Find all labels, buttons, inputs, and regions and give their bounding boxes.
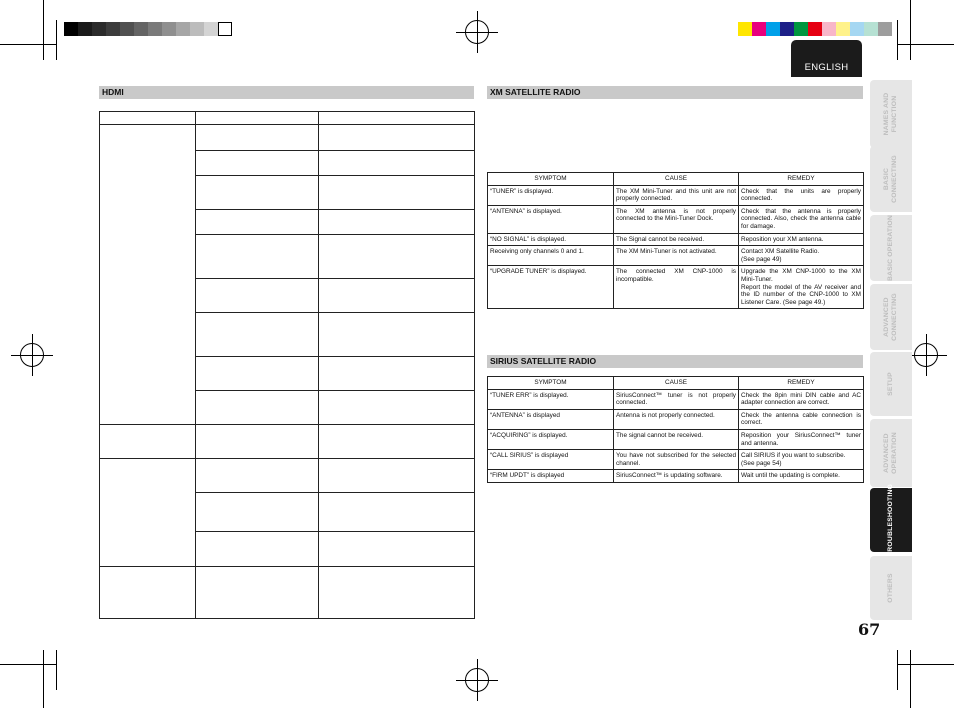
section-tab[interactable] <box>870 483 912 557</box>
section-tab[interactable] <box>870 556 912 620</box>
calibration-swatch <box>780 22 794 36</box>
remedy-cell: Contact XM Satellite Radio. (See page 49) <box>739 246 864 266</box>
section-tab-label: SETUP <box>887 372 894 396</box>
table-cell <box>319 391 475 425</box>
section-tab-label: BASIC CONNECTING <box>883 155 898 203</box>
remedy-cell: Reposition your SiriusConnect™ tuner and antenna. <box>739 429 864 449</box>
table-cell <box>319 235 475 279</box>
cause-cell: Antenna is not properly connected. <box>614 409 739 429</box>
calibration-swatch <box>822 22 836 36</box>
table-cell <box>319 176 475 210</box>
table-row <box>488 389 864 409</box>
calibration-swatch <box>738 22 752 36</box>
grey-calibration-bar <box>64 22 232 36</box>
table-cell <box>100 567 196 619</box>
table-row <box>488 450 864 470</box>
column-header-cause: CAUSE <box>614 377 739 390</box>
table-cell <box>196 151 319 176</box>
color-calibration-bar <box>738 22 892 36</box>
cause-cell: The XM Mini-Tuner is not activated. <box>614 246 739 266</box>
sirius-troubleshooting-table <box>487 376 864 483</box>
cause-cell: The XM Mini-Tuner and this unit are not properly connected. <box>614 185 739 205</box>
table-cell <box>196 313 319 357</box>
remedy-cell: Check that the antenna is properly connected. Also, check the antenna cable for damage. <box>739 205 864 233</box>
remedy-cell: Check the 8pin mini DIN cable and AC adapter connection are correct. <box>739 389 864 409</box>
column-header-remedy: REMEDY <box>739 377 864 390</box>
table-row <box>488 205 864 233</box>
hdmi-troubleshooting-table <box>99 111 475 619</box>
cause-cell: The XM antenna is not properly connected to the Mini-Tuner Dock. <box>614 205 739 233</box>
table-row <box>488 246 864 266</box>
table-cell <box>319 125 475 151</box>
table-row <box>488 409 864 429</box>
section-tab-label: NAMES AND FUNCTION <box>883 92 898 136</box>
cause-cell: The connected XM CNP-1000 is incompatible. <box>614 266 739 309</box>
page-number: 67 <box>858 620 881 639</box>
cause-cell: You have not subscribed for the selected channel. <box>614 450 739 470</box>
calibration-swatch <box>92 22 106 36</box>
table-cell <box>196 391 319 425</box>
section-tab[interactable] <box>870 352 912 416</box>
section-tab[interactable] <box>870 215 912 281</box>
section-tab[interactable] <box>870 146 912 212</box>
table-cell <box>319 532 475 567</box>
symptom-cell: Receiving only channels 0 and 1. <box>488 246 614 266</box>
xm-troubleshooting-table <box>487 172 864 309</box>
xm-section-header: XM SATELLITE RADIO <box>487 86 863 99</box>
column-header-remedy: REMEDY <box>739 173 864 186</box>
table-cell <box>196 210 319 235</box>
symptom-cell: “ANTENNA” is displayed <box>488 409 614 429</box>
hdmi-section-header: HDMI <box>99 86 474 99</box>
table-cell <box>196 493 319 532</box>
column-header-symptom: SYMPTOM <box>488 377 614 390</box>
section-tab-label: TROUBLESHOOTING <box>887 483 894 557</box>
symptom-cell: “CALL SIRIUS” is displayed <box>488 450 614 470</box>
cause-cell: SiriusConnect™ is updating software. <box>614 470 739 483</box>
calibration-swatch <box>218 22 232 36</box>
table-cell <box>319 210 475 235</box>
section-tab-label: ADVANCED OPERATION <box>883 432 898 474</box>
section-tab-label: BASIC OPERATION <box>887 215 894 281</box>
table-cell <box>319 313 475 357</box>
table-cell <box>319 112 475 125</box>
section-tab-label: ADVANCED CONNECTING <box>883 293 898 341</box>
calibration-swatch <box>64 22 78 36</box>
symptom-cell: “TUNER” is displayed. <box>488 185 614 205</box>
table-cell <box>319 425 475 459</box>
section-tab[interactable] <box>870 284 912 350</box>
table-cell <box>319 493 475 532</box>
table-cell <box>196 532 319 567</box>
remedy-cell: Check that the units are properly connected. <box>739 185 864 205</box>
table-cell <box>319 459 475 493</box>
symptom-cell: “NO SIGNAL” is displayed. <box>488 233 614 246</box>
symptom-cell: “TUNER ERR” is displayed. <box>488 389 614 409</box>
section-tab-label: OTHERS <box>887 573 894 603</box>
cause-cell: The signal cannot be received. <box>614 429 739 449</box>
calibration-swatch <box>836 22 850 36</box>
calibration-swatch <box>808 22 822 36</box>
table-row <box>488 185 864 205</box>
table-cell <box>100 112 196 125</box>
symptom-cell: “FIRM UPDT” is displayed <box>488 470 614 483</box>
table-cell <box>196 357 319 391</box>
calibration-swatch <box>176 22 190 36</box>
cause-cell: SiriusConnect™ tuner is not properly connected. <box>614 389 739 409</box>
table-cell <box>319 151 475 176</box>
column-header-symptom: SYMPTOM <box>488 173 614 186</box>
remedy-cell: Call SIRIUS if you want to subscribe. (See page 54) <box>739 450 864 470</box>
table-cell <box>100 459 196 567</box>
language-tab <box>791 40 862 77</box>
table-cell <box>100 125 196 425</box>
calibration-swatch <box>190 22 204 36</box>
calibration-swatch <box>134 22 148 36</box>
symptom-cell: “UPGRADE TUNER” is displayed. <box>488 266 614 309</box>
table-cell <box>196 176 319 210</box>
calibration-swatch <box>850 22 864 36</box>
table-cell <box>100 425 196 459</box>
calibration-swatch <box>106 22 120 36</box>
table-cell <box>196 112 319 125</box>
table-row <box>488 470 864 483</box>
calibration-swatch <box>752 22 766 36</box>
section-tab[interactable] <box>870 80 912 148</box>
calibration-swatch <box>878 22 892 36</box>
sirius-section-header: SIRIUS SATELLITE RADIO <box>487 355 863 368</box>
table-cell <box>196 279 319 313</box>
cause-cell: The Signal cannot be received. <box>614 233 739 246</box>
table-cell <box>196 235 319 279</box>
symptom-cell: “ANTENNA” is displayed. <box>488 205 614 233</box>
table-cell <box>196 567 319 619</box>
remedy-cell: Reposition your XM antenna. <box>739 233 864 246</box>
language-label: ENGLISH <box>804 62 849 73</box>
calibration-swatch <box>864 22 878 36</box>
calibration-swatch <box>794 22 808 36</box>
calibration-swatch <box>162 22 176 36</box>
remedy-cell: Check the antenna cable connection is correct. <box>739 409 864 429</box>
section-tab[interactable] <box>870 419 912 487</box>
calibration-swatch <box>204 22 218 36</box>
table-cell <box>319 567 475 619</box>
remedy-cell: Upgrade the XM CNP-1000 to the XM Mini-Tuner. Report the model of the AV receiver and the ID number of the CNP-1000 to XM Listener Care. (See page 49.) <box>739 266 864 309</box>
table-cell <box>319 279 475 313</box>
calibration-swatch <box>148 22 162 36</box>
column-header-cause: CAUSE <box>614 173 739 186</box>
table-cell <box>196 125 319 151</box>
table-row <box>488 266 864 309</box>
remedy-cell: Wait until the updating is complete. <box>739 470 864 483</box>
calibration-swatch <box>120 22 134 36</box>
table-row <box>488 429 864 449</box>
table-cell <box>319 357 475 391</box>
calibration-swatch <box>78 22 92 36</box>
symptom-cell: “ACQUIRING” is displayed. <box>488 429 614 449</box>
table-cell <box>196 425 319 459</box>
table-row <box>488 233 864 246</box>
calibration-swatch <box>766 22 780 36</box>
table-cell <box>196 459 319 493</box>
